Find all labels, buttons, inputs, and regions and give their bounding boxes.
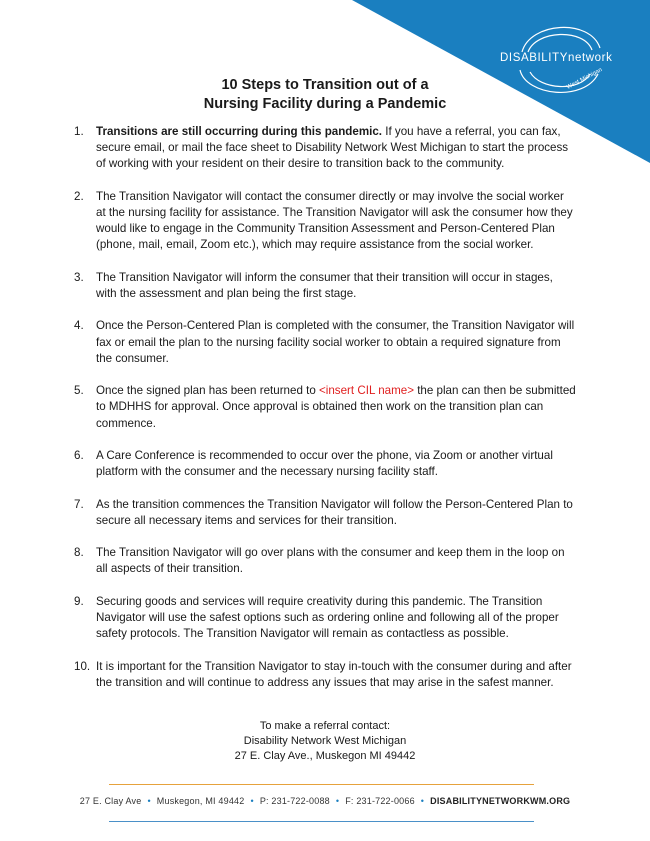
bullet-icon: • [147,796,151,806]
logo-name: DISABILITYnetwork [500,52,613,64]
referral-contact [0,719,650,764]
step-number: 7. [74,497,84,511]
step-item-1 [74,124,576,173]
step-text: The Transition Navigator will contact the consumer directly or may involve the social worker at the nursing facility for assistance. The Transition Navigator will ask the consumer how they would like to engage in the Community Transition Assessment and Person-Centered Plan (phone, mail, email, Zoom etc.), which may require assistance from the social worker. [96,189,573,252]
step-number: 5. [74,384,84,398]
footer-divider-top [109,784,534,785]
title-line-2: Nursing Facility during a Pandemic [203,96,447,112]
bullet-icon: • [335,796,340,806]
step-text: The Transition Navigator will go over plans with the consumer and keep them in the loop on all aspects of their transition. [96,546,565,576]
step-number: 1. [74,125,84,138]
footer [0,796,650,806]
bullet-icon: • [250,796,254,806]
footer-divider-bottom [109,821,534,822]
footer-fax: F: 231-722-0066 [345,796,415,806]
step-number: 3. [74,270,84,284]
step-text: Once the Person-Centered Plan is completed with the consumer, the Transition Navigator will fax or email the plan to the nursing facility social worker to obtain a required signature from the consumer. [96,319,575,365]
step-item-10 [74,659,576,691]
step-text: As the transition commences the Transition Navigator will follow the Person-Centered Plan to secure all necessary items and services for their transition. [96,497,573,527]
step-text-after: the plan can then be submitted to MDHHS for approval. Once approval is obtained then work on the transition plan can commence. [96,384,576,430]
contact-org-name: Disability Network West Michigan [243,735,407,747]
logo-tagline: West Michigan [565,67,604,91]
step-number: 10. [74,659,91,673]
footer-address: 27 E. Clay Ave [79,796,142,806]
step-item-9 [74,594,576,643]
steps-list [74,124,576,691]
step-item-3 [74,270,576,302]
step-text: The Transition Navigator will inform the consumer that their transition will occur in stages, with the assessment and plan being the first stage. [96,270,553,300]
page-title [0,76,650,114]
contact-address: 27 E. Clay Ave., Muskegon MI 49442 [234,750,416,762]
step-text: Securing goods and services will require creativity during this pandemic. The Transition Navigator will use the safest options such as ordering online and following all of the proper safety protocols. The Transition Navigator will remain as contactless as possible. [96,594,559,641]
step-item-2 [74,189,576,254]
footer-phone: P: 231-722-0088 [259,796,330,806]
step-number: 9. [74,594,84,608]
step-number: 4. [74,319,84,333]
step-text: If you have a referral, you can fax, secure email, or mail the face sheet to Disability Network West Michigan to start the process of working with your resident on their desire to transition back to the community. [96,125,569,171]
step-item-7 [74,497,576,529]
title-line-1: 10 Steps to Transition out of a [221,77,429,93]
bullet-icon: • [420,796,425,806]
step-number: 6. [74,448,84,462]
step-text-before: Once the signed plan has been returned to [96,384,320,398]
step-number: 2. [74,189,84,203]
contact-heading: To make a referral contact: [259,720,391,732]
step-text: It is important for the Transition Navigator to stay in-touch with the consumer during and after the transition and will continue to address any issues that may arise in the safest manner. [96,659,572,689]
step-item-6 [74,448,576,480]
footer-website-link[interactable]: DISABILITYNETWORKWM.ORG [430,796,571,806]
step-bold-lead: Transitions are still occurring during this pandemic. [96,125,383,138]
step-item-8 [74,545,576,577]
step-item-4 [74,318,576,367]
footer-city: Muskegon, MI 49442 [156,796,245,806]
step-text: A Care Conference is recommended to occur over the phone, via Zoom or another virtual platform with the consumer and the necessary nursing facility staff. [96,448,553,479]
step-item-5 [74,383,576,432]
step-number: 8. [74,546,84,560]
cil-name-placeholder: <insert CIL name> [319,384,414,398]
